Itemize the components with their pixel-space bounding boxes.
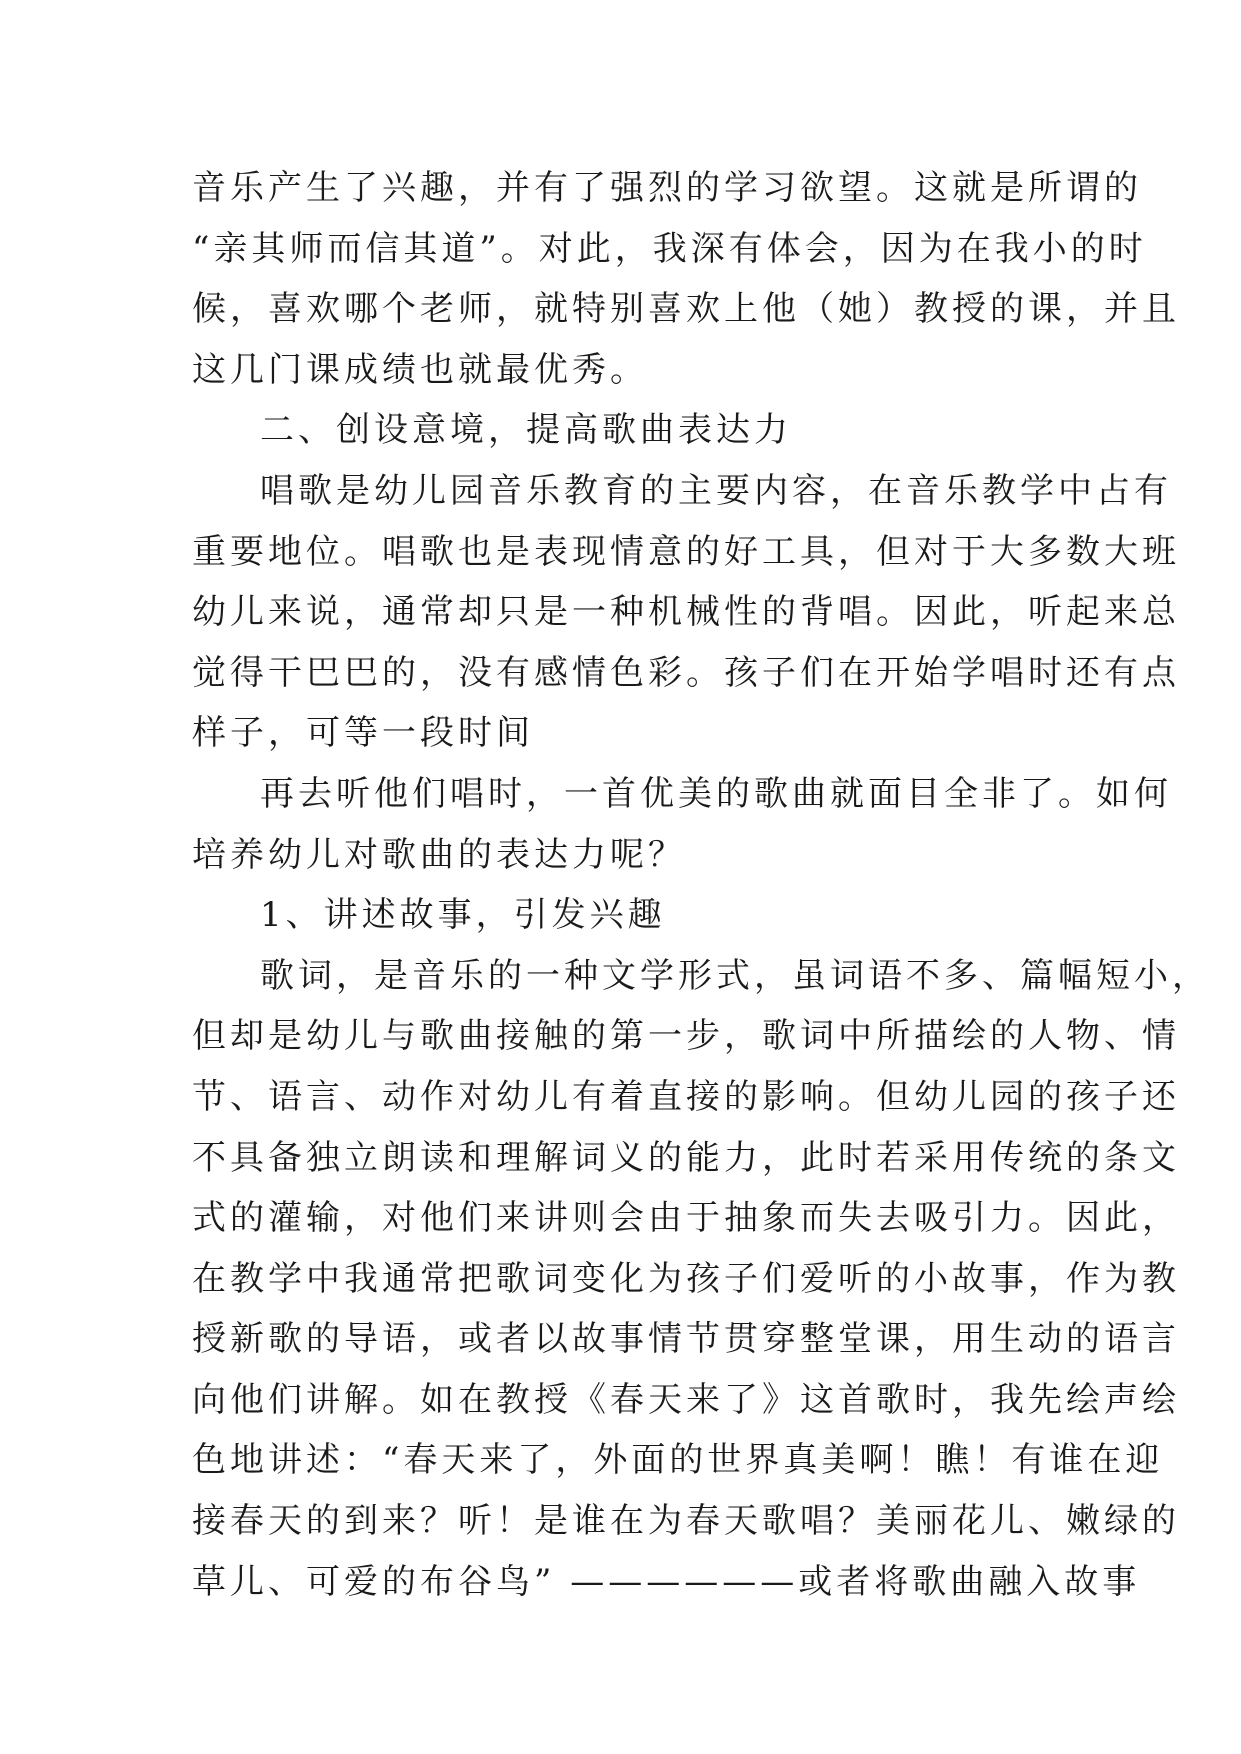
text-line: 唱歌是幼儿园音乐教育的主要内容，在音乐教学中占有 bbox=[260, 470, 1172, 511]
text-line: 式的灌输，对他们来讲则会由于抽象而失去吸引力。因此， bbox=[192, 1198, 1180, 1239]
text-line: “亲其师而信其道”。对此，我深有体会，因为在我小的时 bbox=[192, 228, 1147, 269]
section-heading: 二、创设意境，提高歌曲表达力 bbox=[260, 410, 792, 451]
text-line: 色地讲述：“春天来了，外面的世界真美啊！瞧！有谁在迎 bbox=[192, 1440, 1164, 1481]
text-line: 授新歌的导语，或者以故事情节贯穿整堂课，用生动的语言 bbox=[192, 1319, 1180, 1360]
text-line: 草儿、可爱的布谷鸟” ——————或者将歌曲融入故事 bbox=[192, 1561, 1141, 1602]
subsection-heading: 1、讲述故事，引发兴趣 bbox=[260, 895, 666, 936]
text-line: 接春天的到来？听！是谁在为春天歌唱？美丽花儿、嫩绿的 bbox=[192, 1501, 1180, 1542]
body-text bbox=[192, 158, 1210, 1612]
text-line: 节、语言、动作对幼儿有着直接的影响。但幼儿园的孩子还 bbox=[192, 1076, 1180, 1117]
text-line: 候，喜欢哪个老师，就特别喜欢上他（她）教授的课，并且 bbox=[192, 289, 1180, 330]
text-line: 不具备独立朗读和理解词义的能力，此时若采用传统的条文 bbox=[192, 1137, 1180, 1178]
text-line: 在教学中我通常把歌词变化为孩子们爱听的小故事，作为教 bbox=[192, 1258, 1180, 1299]
text-line: 但却是幼儿与歌曲接触的第一步，歌词中所描绘的人物、情 bbox=[192, 1016, 1180, 1057]
text-line: 再去听他们唱时，一首优美的歌曲就面目全非了。如何 bbox=[260, 773, 1172, 814]
text-line: 向他们讲解。如在教授《春天来了》这首歌时，我先绘声绘 bbox=[192, 1379, 1180, 1420]
text-line: 样子，可等一段时间 bbox=[192, 713, 534, 754]
text-line: 幼儿来说，通常却只是一种机械性的背唱。因此，听起来总 bbox=[192, 592, 1180, 633]
text-line: 重要地位。唱歌也是表现情意的好工具，但对于大多数大班 bbox=[192, 531, 1180, 572]
text-line: 歌词，是音乐的一种文学形式，虽词语不多、篇幅短小， bbox=[260, 955, 1210, 996]
text-line: 培养幼儿对歌曲的表达力呢？ bbox=[192, 834, 686, 875]
text-line: 觉得干巴巴的，没有感情色彩。孩子们在开始学唱时还有点 bbox=[192, 652, 1180, 693]
text-line: 音乐产生了兴趣，并有了强烈的学习欲望。这就是所谓的 bbox=[192, 168, 1142, 208]
text-line: 这几门课成绩也就最优秀。 bbox=[192, 349, 648, 390]
